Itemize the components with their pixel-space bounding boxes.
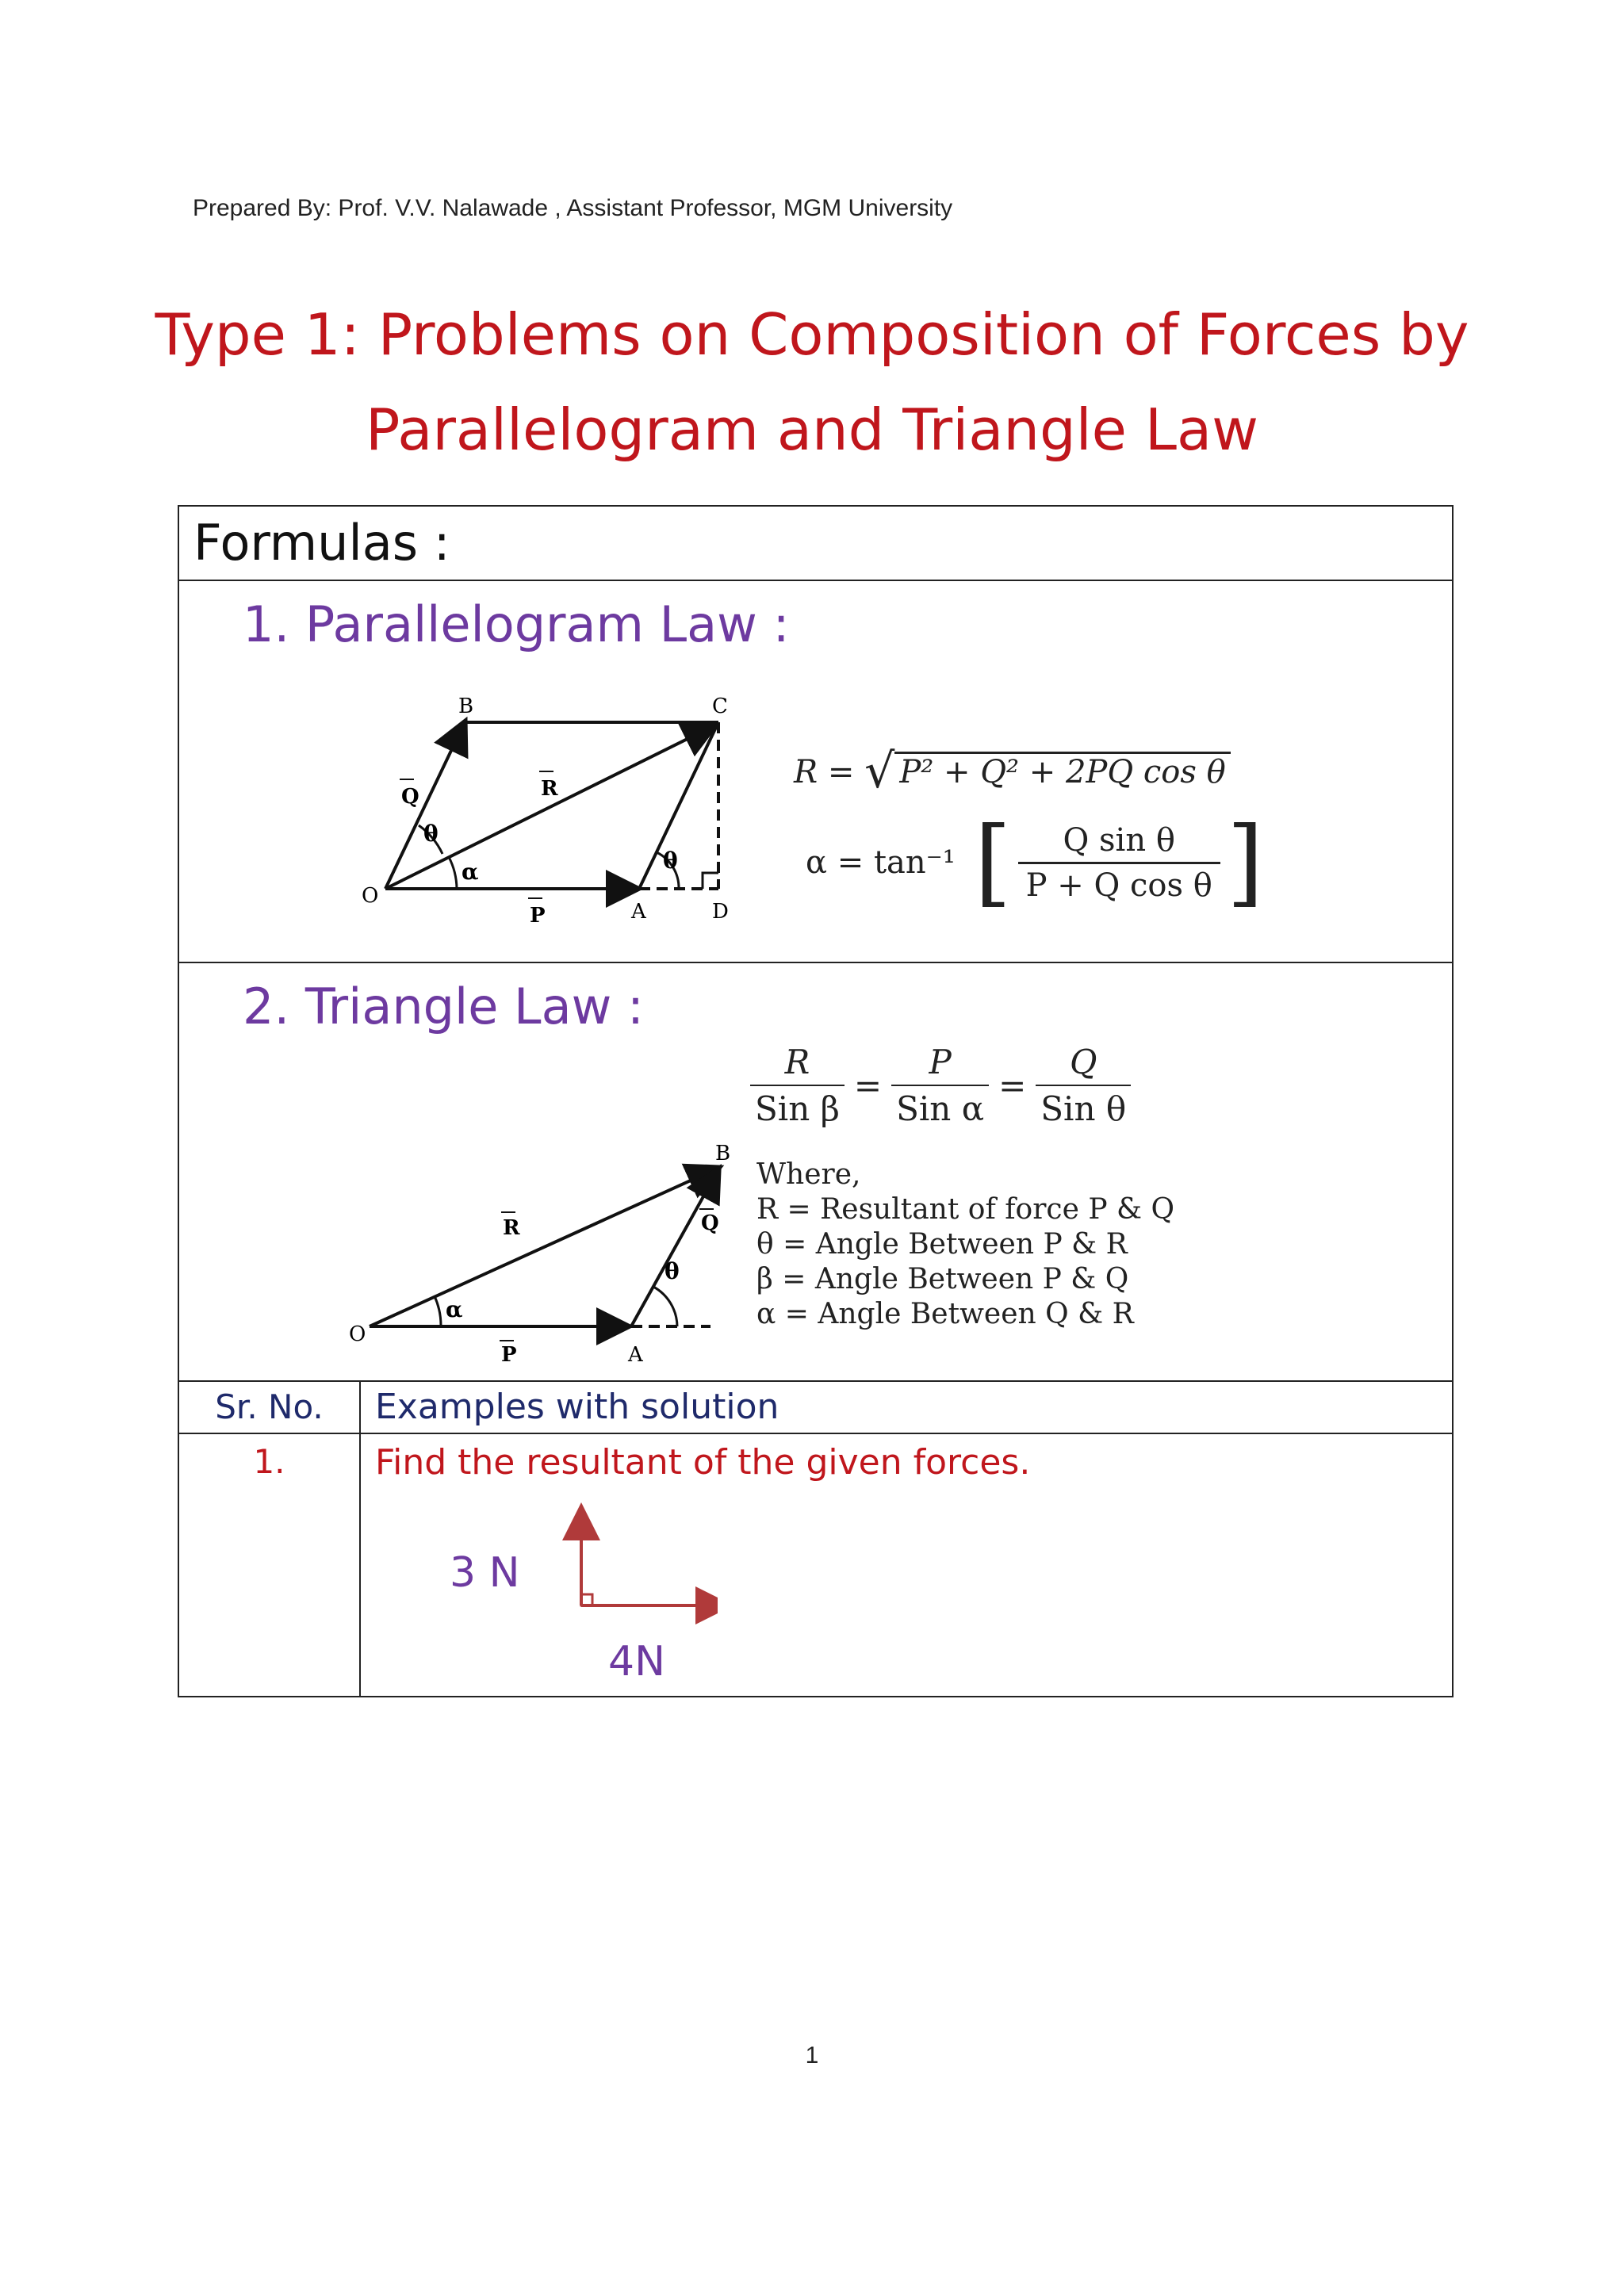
tri-label-o: O <box>349 1322 366 1346</box>
label-p: P <box>530 904 546 928</box>
force-4n-label: 4N <box>608 1638 665 1686</box>
triangle-ratio-formula <box>750 1043 1131 1128</box>
tri-label-r: R <box>503 1216 520 1240</box>
title-line-2: Parallelogram and Triangle Law <box>366 396 1258 463</box>
tri-label-b: B <box>715 1142 731 1165</box>
parallelogram-law-heading: 1. Parallelogram Law : <box>243 595 790 653</box>
tri-alpha-arc <box>435 1296 441 1326</box>
where-line: θ = Angle Between P & R <box>756 1228 1128 1261</box>
page-number: 1 <box>805 2042 819 2068</box>
alpha-formula: α = tan⁻¹ [ $\frac{\text{Q sin θ}}{\text{P + Q cos θ}}$ ] <box>806 807 1264 917</box>
ratio-d2: Sin α <box>891 1085 989 1128</box>
side-ac-line <box>639 722 718 889</box>
label-q: Q <box>401 785 419 809</box>
ratio-eq1: = <box>853 1066 883 1105</box>
force-right-angle-mark <box>581 1594 592 1605</box>
where-line: R = Resultant of force P & Q <box>756 1193 1174 1226</box>
ratio-eq2: = <box>998 1066 1027 1105</box>
tri-label-alpha: α <box>446 1296 463 1322</box>
resultant-formula: R = √ P² + Q² + 2PQ cos θ <box>794 744 1231 799</box>
label-c: C <box>712 695 728 718</box>
ratio-n1: R <box>784 1043 810 1081</box>
label-a: A <box>631 900 646 924</box>
formulas-label: Formulas : <box>193 514 450 572</box>
label-b: B <box>458 695 474 718</box>
where-line: Where, <box>756 1158 861 1191</box>
alpha-numerator: Q sin θ <box>1063 821 1175 859</box>
tri-label-q: Q <box>701 1211 719 1235</box>
label-d: D <box>712 900 729 924</box>
tri-vector-arrow-marks <box>500 1209 714 1341</box>
tri-vector-r-line <box>370 1168 718 1326</box>
ratio-n2: P <box>929 1043 952 1081</box>
right-angle-mark <box>703 873 718 889</box>
label-theta-a: θ <box>663 848 678 874</box>
tri-label-p: P <box>501 1343 517 1367</box>
example-question: Find the resultant of the given forces. <box>375 1442 1031 1483</box>
resultant-radicand: P² + Q² + 2PQ cos θ <box>894 752 1230 790</box>
sr-no-header: Sr. No. <box>178 1381 360 1433</box>
tri-label-theta: θ <box>665 1258 680 1284</box>
where-line: α = Angle Between Q & R <box>756 1298 1134 1330</box>
page-title <box>0 287 1624 477</box>
example-row <box>178 1433 1453 1697</box>
formulas-table <box>178 505 1454 1697</box>
where-line: β = Angle Between P & Q <box>756 1263 1129 1295</box>
alpha-arc-o <box>449 857 457 889</box>
tri-vector-q-line <box>631 1169 718 1326</box>
label-r: R <box>541 777 558 801</box>
force-3n-label: 3 N <box>450 1549 520 1597</box>
where-list <box>756 1158 1174 1332</box>
label-theta-o: θ <box>423 821 439 847</box>
ratio-d1: Sin β <box>750 1085 845 1128</box>
example-sr-number: 1. <box>178 1433 360 1697</box>
title-line-1: Type 1: Problems on Composition of Forces by <box>155 301 1469 368</box>
label-alpha-o: α <box>462 859 479 885</box>
examples-header: Examples with solution <box>360 1381 1453 1433</box>
triangle-law-heading: 2. Triangle Law : <box>243 978 644 1035</box>
label-o: O <box>362 884 379 908</box>
force-diagram <box>400 1498 718 1688</box>
prepared-by-header: Prepared By: Prof. V.V. Nalawade , Assistant Professor, MGM University <box>193 195 953 221</box>
tri-theta-arc <box>653 1287 677 1326</box>
tri-label-a: A <box>628 1343 643 1367</box>
alpha-denominator: P + Q cos θ <box>1018 862 1220 904</box>
resultant-lhs: R = <box>794 754 855 790</box>
alpha-lhs: α = tan⁻¹ <box>806 844 956 881</box>
ratio-d3: Sin θ <box>1036 1085 1131 1128</box>
ratio-n3: Q <box>1070 1043 1097 1081</box>
